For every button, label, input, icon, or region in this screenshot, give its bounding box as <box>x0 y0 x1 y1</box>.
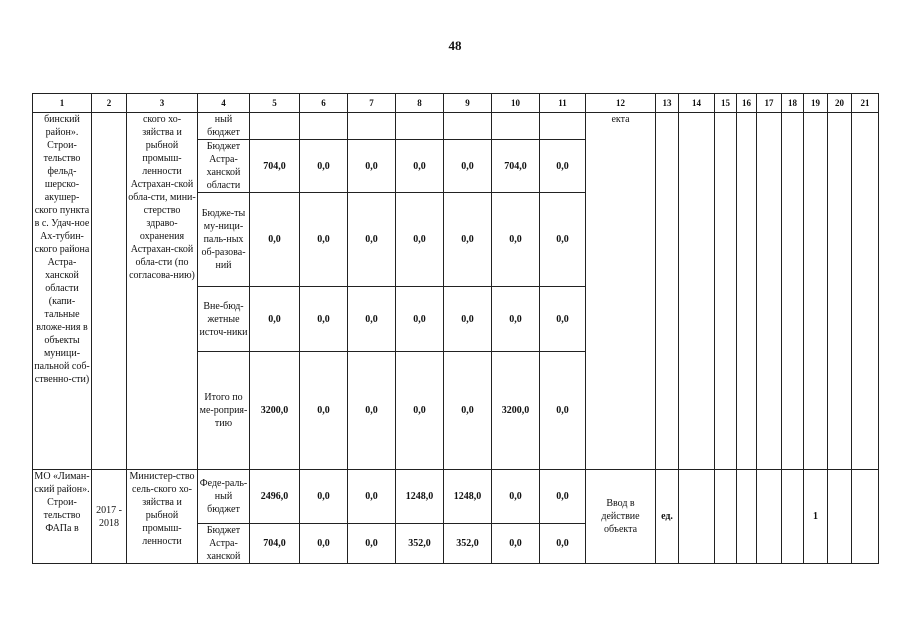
value-cell: 704,0 <box>492 140 540 193</box>
value-cell: 352,0 <box>444 524 492 564</box>
value-cell: 0,0 <box>492 193 540 287</box>
funding-source-cell: Итого по ме-роприя-тию <box>198 352 250 470</box>
value-cell: 0,0 <box>396 140 444 193</box>
value-cell <box>444 113 492 140</box>
value-cell: 0,0 <box>348 287 396 352</box>
value-cell: 0,0 <box>300 193 348 287</box>
funding-source-cell: ный бюджет <box>198 113 250 140</box>
value-cell: 0,0 <box>348 193 396 287</box>
value-cell: 0,0 <box>348 352 396 470</box>
value-cell: 0,0 <box>396 352 444 470</box>
value-cell: 0,0 <box>300 287 348 352</box>
header-cell: 8 <box>396 94 444 113</box>
header-cell: 12 <box>586 94 656 113</box>
program-table <box>32 93 879 564</box>
event-name-cell: бинский район». Строи-тельство фельд-шерско-акушер-ского пункта в с. Удач-ное Ах-тубин-ского района Астра-ханской области (капи-тальные вложе-ния в объекты муници-пальной соб-ственно-сти) <box>33 113 92 470</box>
period-cell <box>92 113 127 470</box>
value-cell: 0,0 <box>348 470 396 524</box>
unit-cell <box>656 113 679 470</box>
empty-cell <box>715 113 737 470</box>
header-cell: 4 <box>198 94 250 113</box>
empty-cell <box>782 113 804 470</box>
empty-cell <box>679 113 715 470</box>
header-cell: 5 <box>250 94 300 113</box>
value-cell: 0,0 <box>300 352 348 470</box>
header-cell: 10 <box>492 94 540 113</box>
empty-cell <box>852 113 879 470</box>
header-cell: 1 <box>33 94 92 113</box>
header-cell: 7 <box>348 94 396 113</box>
header-cell: 9 <box>444 94 492 113</box>
value-cell: 0,0 <box>348 524 396 564</box>
value-cell: 3200,0 <box>492 352 540 470</box>
value-cell: 0,0 <box>444 287 492 352</box>
empty-cell <box>852 470 879 564</box>
header-row <box>33 94 879 113</box>
value-cell <box>492 113 540 140</box>
value-cell: 0,0 <box>300 140 348 193</box>
header-cell: 6 <box>300 94 348 113</box>
value-cell <box>250 113 300 140</box>
value-cell: 0,0 <box>540 287 586 352</box>
empty-cell <box>757 470 782 564</box>
result-cell: Ввод в действие объекта <box>586 470 656 564</box>
value-cell: 0,0 <box>250 193 300 287</box>
value-cell: 1248,0 <box>444 470 492 524</box>
value-cell: 0,0 <box>540 140 586 193</box>
value-cell: 0,0 <box>540 193 586 287</box>
header-cell: 11 <box>540 94 586 113</box>
header-cell: 21 <box>852 94 879 113</box>
value-cell: 0,0 <box>396 193 444 287</box>
header-cell: 3 <box>127 94 198 113</box>
empty-cell <box>737 113 757 470</box>
header-cell: 2 <box>92 94 127 113</box>
value-cell: 0,0 <box>540 524 586 564</box>
funding-source-cell: Феде-раль-ный бюджет <box>198 470 250 524</box>
header-cell: 15 <box>715 94 737 113</box>
value-cell <box>396 113 444 140</box>
table-row <box>33 113 879 140</box>
period-cell: 2017 - 2018 <box>92 470 127 564</box>
table-row <box>33 470 879 524</box>
funding-source-cell: Бюджет Астра-ханской области <box>198 140 250 193</box>
value-cell: 0,0 <box>300 524 348 564</box>
executor-cell: ского хо-зяйства и рыбной промыш-ленности Астрахан-ской обла-сти, мини-стерство здраво-охранения Астрахан-ской обла-сти (по согласова-нию) <box>127 113 198 470</box>
funding-source-cell: Бюдже-ты му-ници-паль-ных об-разова-ний <box>198 193 250 287</box>
event-name-cell: МО «Лиман-ский район». Строи-тельство ФАПа в <box>33 470 92 564</box>
value-cell: 0,0 <box>492 524 540 564</box>
value-cell: 0,0 <box>444 352 492 470</box>
header-cell: 14 <box>679 94 715 113</box>
funding-source-cell: Бюджет Астра-ханской <box>198 524 250 564</box>
empty-cell <box>804 113 828 470</box>
value-cell: 0,0 <box>444 193 492 287</box>
header-cell: 17 <box>757 94 782 113</box>
empty-cell <box>828 113 852 470</box>
value-cell: 1248,0 <box>396 470 444 524</box>
header-cell: 18 <box>782 94 804 113</box>
value-cell: 0,0 <box>540 352 586 470</box>
header-cell: 20 <box>828 94 852 113</box>
value-cell: 0,0 <box>492 287 540 352</box>
value-cell: 0,0 <box>300 470 348 524</box>
unit-cell: ед. <box>656 470 679 564</box>
executor-cell: Министер-ство сель-ского хо-зяйства и рыбной промыш-ленности <box>127 470 198 564</box>
header-cell: 13 <box>656 94 679 113</box>
header-cell: 19 <box>804 94 828 113</box>
value-cell: 704,0 <box>250 140 300 193</box>
value-cell: 0,0 <box>348 140 396 193</box>
value-cell <box>300 113 348 140</box>
empty-cell <box>737 470 757 564</box>
value-cell: 0,0 <box>492 470 540 524</box>
value-cell: 0,0 <box>396 287 444 352</box>
empty-cell <box>679 470 715 564</box>
value-cell: 1 <box>804 470 828 564</box>
value-cell: 0,0 <box>444 140 492 193</box>
result-cell: екта <box>586 113 656 470</box>
empty-cell <box>715 470 737 564</box>
value-cell: 352,0 <box>396 524 444 564</box>
value-cell: 2496,0 <box>250 470 300 524</box>
value-cell: 0,0 <box>250 287 300 352</box>
empty-cell <box>828 470 852 564</box>
header-cell: 16 <box>737 94 757 113</box>
funding-source-cell: Вне-бюд-жетные источ-ники <box>198 287 250 352</box>
value-cell <box>348 113 396 140</box>
empty-cell <box>782 470 804 564</box>
value-cell: 3200,0 <box>250 352 300 470</box>
value-cell <box>540 113 586 140</box>
value-cell: 0,0 <box>540 470 586 524</box>
page-number: 48 <box>448 38 462 53</box>
empty-cell <box>757 113 782 470</box>
value-cell: 704,0 <box>250 524 300 564</box>
